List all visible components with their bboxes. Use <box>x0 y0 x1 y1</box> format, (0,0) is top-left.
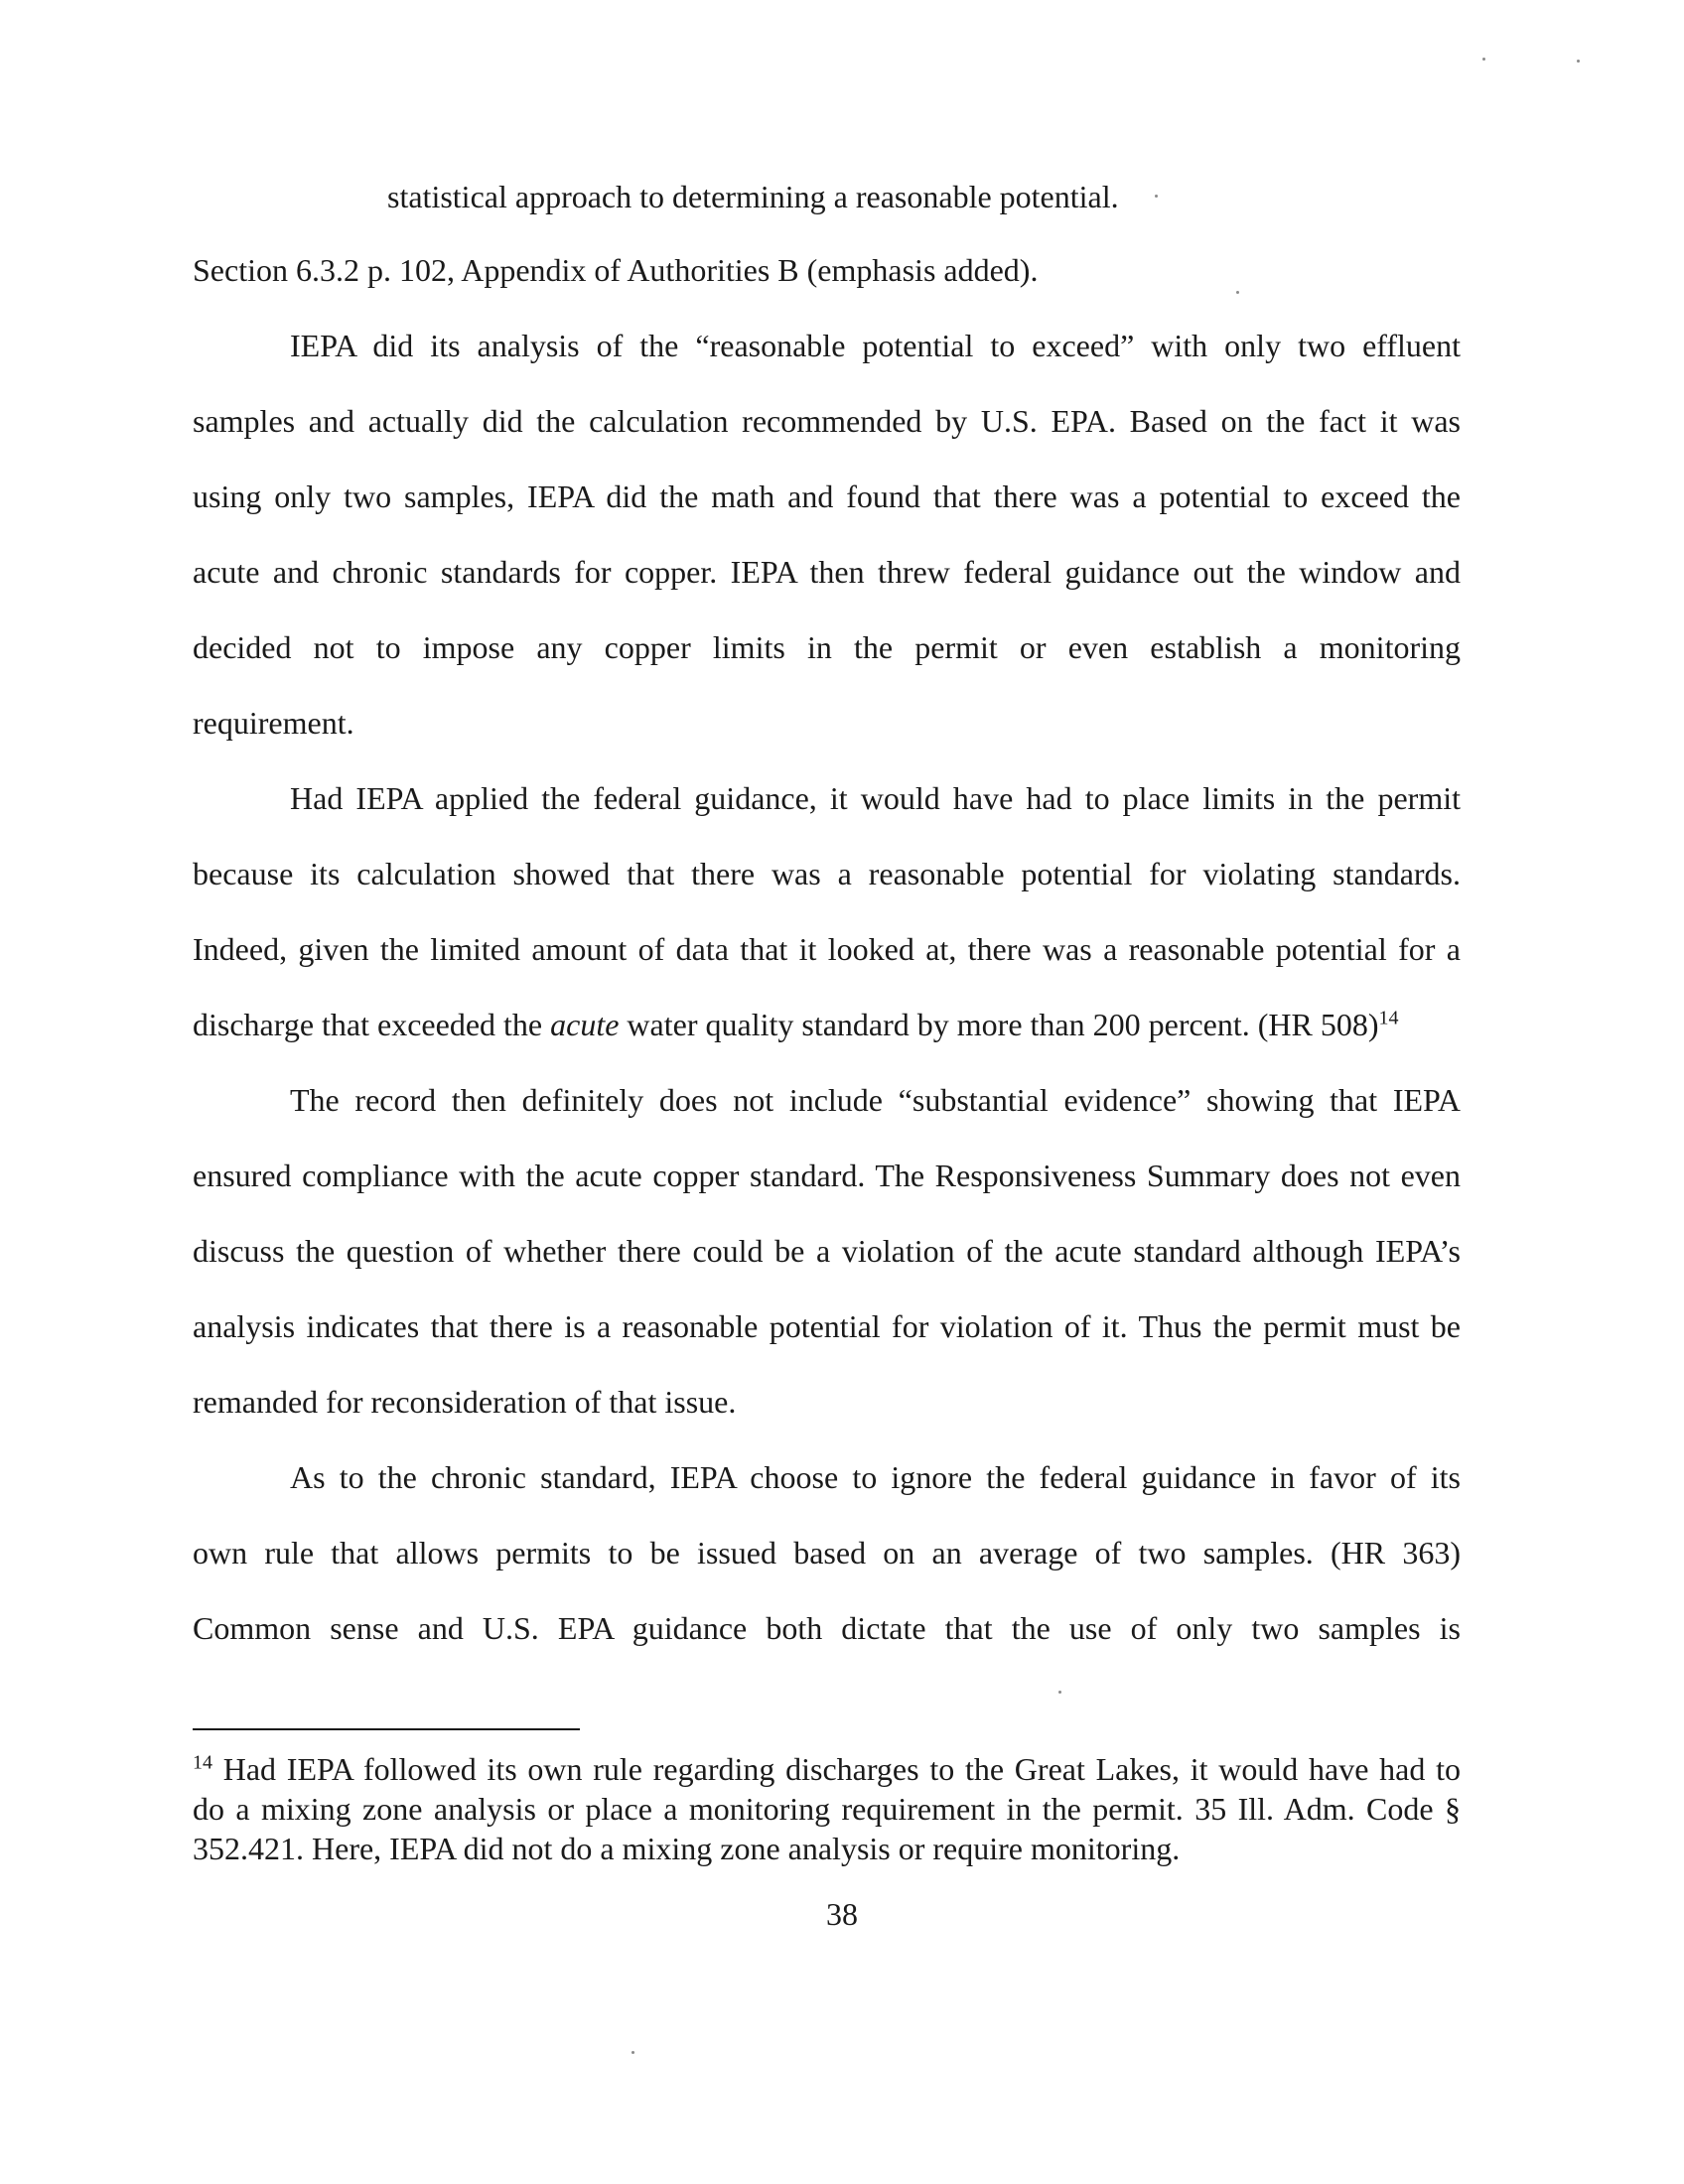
quote-closing-line: statistical approach to determining a reasonable potential. <box>387 179 1119 214</box>
scan-speck <box>1236 291 1239 294</box>
footnote-text: Had IEPA followed its own rule regarding discharges to the Great Lakes, it would have had to <box>212 1751 1461 1787</box>
body-line: IEPA did its analysis of the “reasonable potential to exceed” with only two effluent <box>290 328 1461 363</box>
footnote-line-3: 352.421. Here, IEPA did not do a mixing zone analysis or require monitoring. <box>193 1831 1181 1866</box>
body-line: acute and chronic standards for copper. IEPA then threw federal guidance out the window and <box>193 554 1461 590</box>
footnote-separator <box>193 1728 580 1730</box>
body-line: As to the chronic standard, IEPA choose to ignore the federal guidance in favor of its <box>290 1459 1461 1495</box>
body-line: Indeed, given the limited amount of data that it looked at, there was a reasonable potential for a <box>193 931 1461 967</box>
footnote-reference: 14 <box>1378 1007 1399 1029</box>
body-line: because its calculation showed that there was a reasonable potential for violating standards. <box>193 856 1461 891</box>
acute-line-before: discharge that exceeded the <box>193 1007 551 1042</box>
scan-speck <box>1155 195 1158 198</box>
body-line: using only two samples, IEPA did the math and found that there was a potential to exceed the <box>193 478 1461 514</box>
citation-line: Section 6.3.2 p. 102, Appendix of Authorities B (emphasis added). <box>193 252 1039 288</box>
footnote-line-1 <box>193 1749 1461 1789</box>
scan-speck <box>1577 60 1580 63</box>
scan-speck <box>632 2051 634 2054</box>
page-number: 38 <box>826 1896 858 1932</box>
body-line: requirement. <box>193 705 354 741</box>
body-line: remanded for reconsideration of that issue. <box>193 1384 737 1420</box>
footnote-marker: 14 <box>193 1751 212 1774</box>
acute-line-after: water quality standard by more than 200 percent. (HR 508) <box>619 1007 1379 1042</box>
body-line: Had IEPA applied the federal guidance, it would have had to place limits in the permit <box>290 780 1461 816</box>
scan-speck <box>1058 1691 1061 1694</box>
footnote-line-2: do a mixing zone analysis or place a monitoring requirement in the permit. 35 Ill. Adm. Code § <box>193 1791 1461 1827</box>
body-line: analysis indicates that there is a reasonable potential for violation of it. Thus the permit must be <box>193 1308 1461 1344</box>
acute-emphasis: acute <box>550 1007 620 1042</box>
body-line-acute <box>193 1005 1399 1044</box>
body-line: decided not to impose any copper limits in the permit or even establish a monitoring <box>193 629 1461 665</box>
body-line: own rule that allows permits to be issued based on an average of two samples. (HR 363) <box>193 1535 1461 1570</box>
scan-speck <box>1482 58 1485 61</box>
body-line: Common sense and U.S. EPA guidance both dictate that the use of only two samples is <box>193 1610 1461 1646</box>
body-line: ensured compliance with the acute copper standard. The Responsiveness Summary does not even <box>193 1158 1461 1193</box>
body-line: samples and actually did the calculation recommended by U.S. EPA. Based on the fact it was <box>193 403 1461 439</box>
body-line: discuss the question of whether there could be a violation of the acute standard although IEPA’s <box>193 1233 1461 1269</box>
body-line: The record then definitely does not include “substantial evidence” showing that IEPA <box>290 1082 1461 1118</box>
